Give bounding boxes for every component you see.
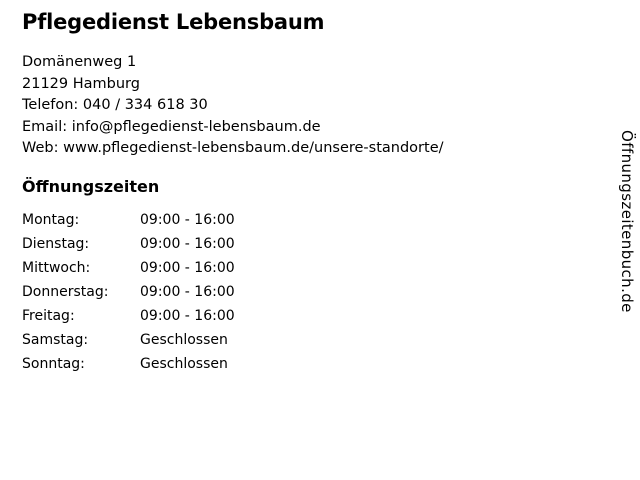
table-row [22, 236, 235, 260]
day-label: Montag: [22, 211, 80, 228]
table-row [22, 356, 235, 380]
day-label: Mittwoch: [22, 259, 91, 276]
table-row [22, 212, 235, 236]
day-hours: 09:00 - 16:00 [140, 283, 235, 300]
day-label: Sonntag: [22, 355, 85, 372]
day-label: Dienstag: [22, 235, 90, 252]
table-row [22, 308, 235, 332]
watermark-label: Öffnungszeitenbuch.de [618, 130, 636, 313]
address-street: Domänenweg 1 [22, 54, 137, 70]
day-hours: 09:00 - 16:00 [140, 235, 235, 252]
day-label: Freitag: [22, 307, 75, 324]
opening-hours-table [22, 212, 235, 380]
table-row [22, 260, 235, 284]
day-hours: 09:00 - 16:00 [140, 259, 235, 276]
address-block [22, 52, 582, 160]
table-row [22, 332, 235, 356]
contact-web: Web: www.pflegedienst-lebensbaum.de/unsere-standorte/ [22, 140, 444, 156]
table-row [22, 284, 235, 308]
contact-email: Email: info@pflegedienst-lebensbaum.de [22, 118, 321, 135]
day-label: Samstag: [22, 331, 89, 348]
day-hours: 09:00 - 16:00 [140, 307, 235, 324]
opening-hours-heading: Öffnungszeiten [22, 176, 160, 196]
day-hours: 09:00 - 16:00 [140, 211, 235, 228]
contact-phone: Telefon: 040 / 334 618 30 [22, 97, 208, 113]
address-city: 21129 Hamburg [22, 75, 140, 92]
day-hours: Geschlossen [140, 355, 228, 372]
day-label: Donnerstag: [22, 283, 109, 300]
day-hours: Geschlossen [140, 331, 228, 348]
page-title: Pflegedienst Lebensbaum [22, 10, 325, 34]
content-column [22, 8, 582, 380]
